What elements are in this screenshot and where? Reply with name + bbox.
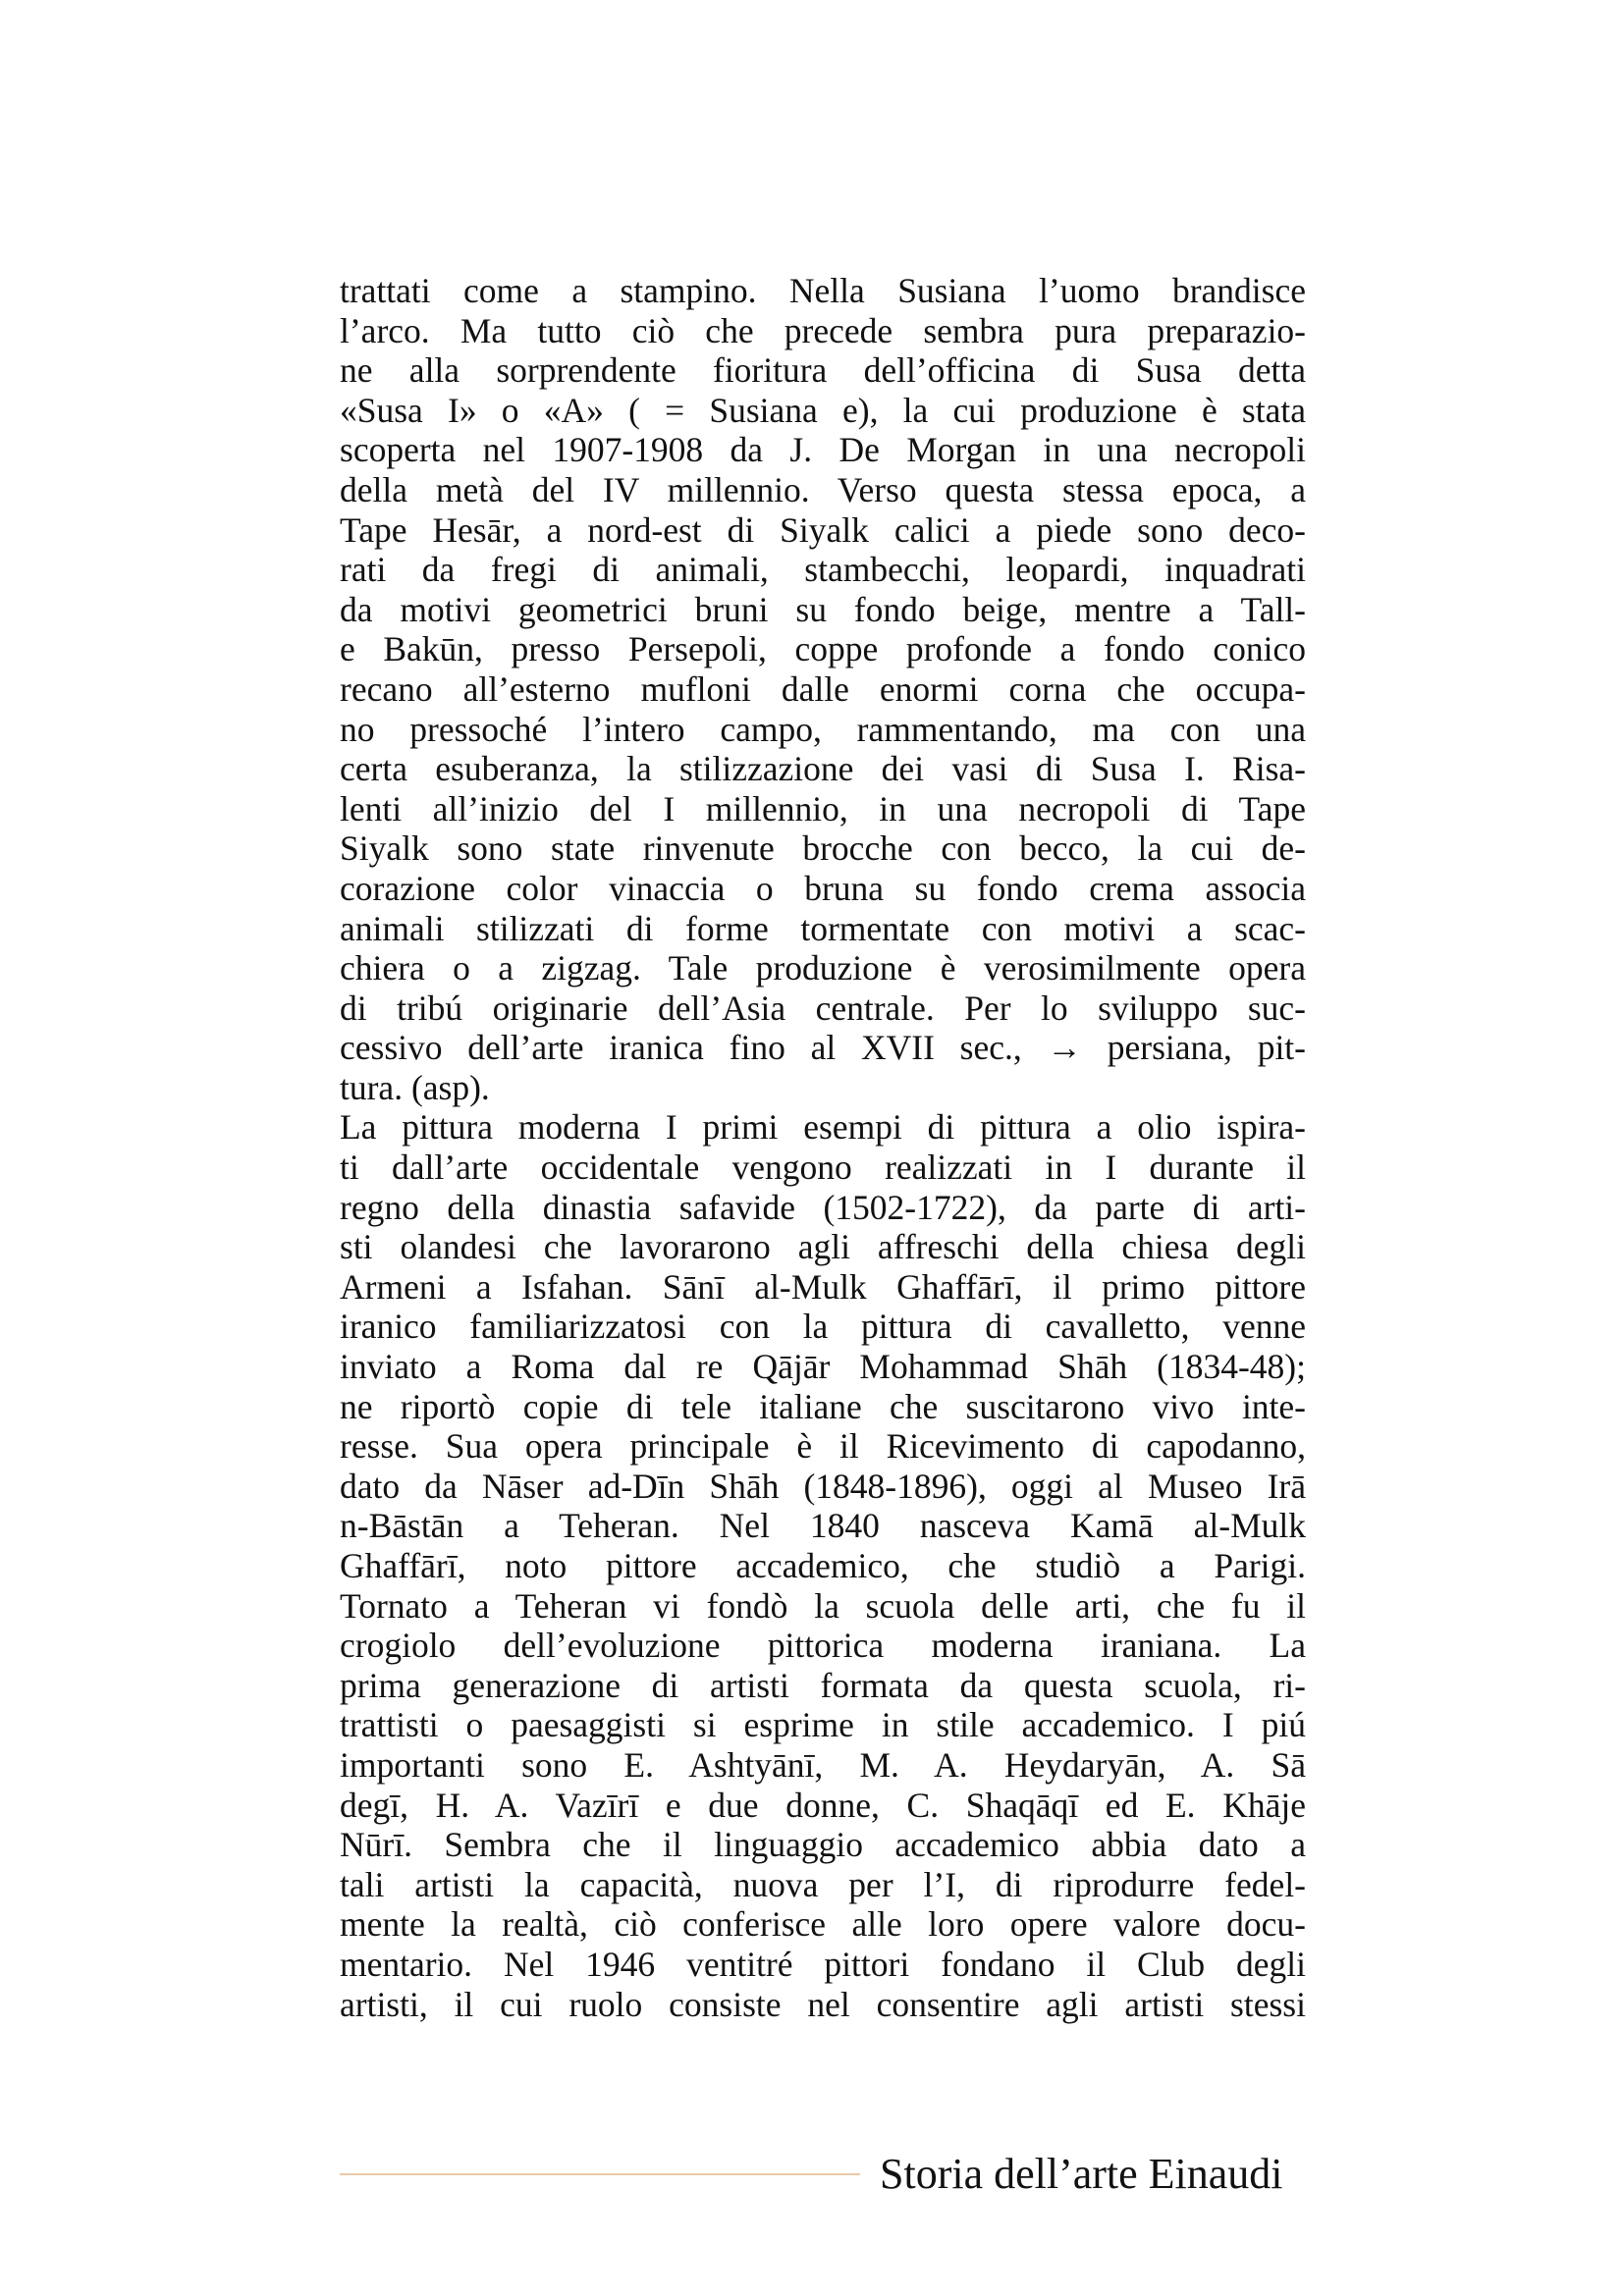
text-line: inviato a Roma dal re Qājār Mohammad Shāh (1834-48); — [340, 1347, 1306, 1387]
text-line: scoperta nel 1907-1908 da J. De Morgan in una necropoli — [340, 430, 1306, 470]
text-line: Nūrī. Sembra che il linguaggio accademico abbia dato a — [340, 1825, 1306, 1865]
text-line: iranico familiarizzatosi con la pittura di cavalletto, venne — [340, 1307, 1306, 1347]
text-line: sti olandesi che lavorarono agli affreschi della chiesa degli — [340, 1227, 1306, 1267]
text-line: degī, H. A. Vazīrī e due donne, C. Shaqāqī ed E. Khāje — [340, 1785, 1306, 1825]
text-line: prima generazione di artisti formata da questa scuola, ri- — [340, 1665, 1306, 1705]
text-line: di tribú originarie dell’Asia centrale. Per lo sviluppo suc- — [340, 988, 1306, 1028]
text-line: l’arco. Ma tutto ciò che precede sembra pura preparazio- — [340, 310, 1306, 350]
text-line: Tornato a Teheran vi fondò la scuola delle arti, che fu il — [340, 1585, 1306, 1626]
text-line: recano all’esterno mufloni dalle enormi corna che occupa- — [340, 668, 1306, 709]
text-line: trattati come a stampino. Nella Susiana l’uomo brandisce — [340, 271, 1306, 310]
text-line: cessivo dell’arte iranica fino al XVII sec., → persiana, pit- — [340, 1028, 1306, 1068]
text-line: della metà del IV millennio. Verso questa stessa epoca, a — [340, 469, 1306, 509]
section-start-line: La pittura moderna I primi esempi di pittura a olio ispira- — [340, 1107, 1306, 1148]
text-line: certa esuberanza, la stilizzazione dei vasi di Susa I. Risa- — [340, 749, 1306, 789]
text-line: «Susa I» o «A» ( = Susiana e), la cui produzione è stata — [340, 390, 1306, 430]
body-text — [340, 271, 1306, 2024]
text-line: trattisti o paesaggisti si esprime in stile accademico. I piú — [340, 1705, 1306, 1745]
text-line: mentario. Nel 1946 ventitré pittori fondano il Club degli — [340, 1944, 1306, 1984]
text-line: Armeni a Isfahan. Sānī al-Mulk Ghaffārī, il primo pittore — [340, 1266, 1306, 1307]
text-line: artisti, il cui ruolo consiste nel consentire agli artisti stessi — [340, 1984, 1306, 2024]
text-line: tali artisti la capacità, nuova per l’I, di riprodurre fedel- — [340, 1864, 1306, 1904]
footer-rule — [340, 2173, 860, 2175]
text-line: ne riportò copie di tele italiane che suscitarono vivo inte- — [340, 1386, 1306, 1426]
text-line: tura. (asp). — [340, 1067, 490, 1107]
text-line: ne alla sorprendente fioritura dell’officina di Susa detta — [340, 350, 1306, 391]
text-line: Siyalk sono state rinvenute brocche con becco, la cui de- — [340, 828, 1306, 869]
text-line: Tape Hesār, a nord-est di Siyalk calici a piede sono deco- — [340, 509, 1306, 550]
text-line: rati da fregi di animali, stambecchi, leopardi, inquadrati — [340, 550, 1306, 590]
text-line: corazione color vinaccia o bruna su fondo crema associa — [340, 868, 1306, 908]
text-line: regno della dinastia safavide (1502-1722), da parte di arti- — [340, 1187, 1306, 1227]
text-line: chiera o a zigzag. Tale produzione è verosimilmente opera — [340, 948, 1306, 988]
text-line: crogiolo dell’evoluzione pittorica moderna iraniana. La — [340, 1626, 1306, 1666]
text-line: da motivi geometrici bruni su fondo beige, mentre a Tall- — [340, 589, 1306, 629]
text-line: animali stilizzati di forme tormentate con motivi a scac- — [340, 908, 1306, 948]
text-line: e Bakūn, presso Persepoli, coppe profonde a fondo conico — [340, 629, 1306, 669]
text-line: lenti all’inizio del I millennio, in una necropoli di Tape — [340, 788, 1306, 828]
text-line: Ghaffārī, noto pittore accademico, che studiò a Parigi. — [340, 1546, 1306, 1585]
text-line: mente la realtà, ciò conferisce alle loro opere valore docu- — [340, 1904, 1306, 1945]
text-line: no pressoché l’intero campo, rammentando, ma con una — [340, 709, 1306, 749]
text-line: dato da Nāser ad-Dīn Shāh (1848-1896), oggi al Museo Irā — [340, 1466, 1306, 1506]
text-line: ti dall’arte occidentale vengono realizzati in I durante il — [340, 1148, 1306, 1188]
text-line: n-Bāstān a Teheran. Nel 1840 nasceva Kamā al-Mulk — [340, 1506, 1306, 1546]
text-line: importanti sono E. Ashtyānī, M. A. Heydaryān, A. Sā — [340, 1744, 1306, 1785]
footer-title: Storia dell’arte Einaudi — [880, 2150, 1283, 2198]
text-line: resse. Sua opera principale è il Ricevimento di capodanno, — [340, 1426, 1306, 1467]
